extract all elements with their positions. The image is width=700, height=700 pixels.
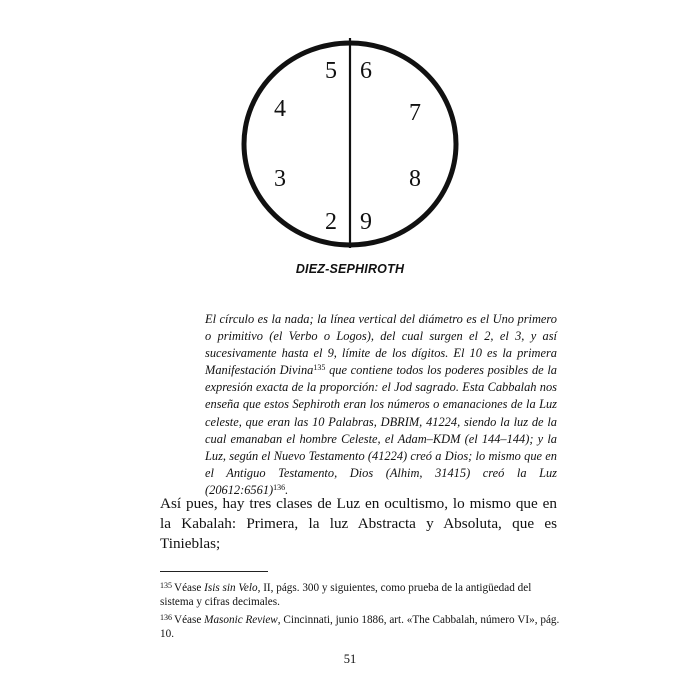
- footnote-136: [160, 611, 560, 642]
- quote-text-part-1: El círculo es la nada; la línea vertical del diámetro es el Uno primero o primitivo (el Verbo o Logos), del cual surgen el 2, el 3, y así sucesivamente hasta el 9, límite de los dígitos. El 10 es la primera Manifestación Divina: [205, 312, 557, 378]
- footnote-title: Masonic Review: [204, 613, 278, 626]
- quoted-passage: [205, 311, 557, 499]
- footnote-title: Isis sin Velo: [204, 582, 258, 594]
- footnote-text: , Cincinnati, junio 1886, art. «The Cabbalah, número: [277, 613, 518, 626]
- quote-text-part-2: que contiene todos los poderes posibles de la expresión exacta de la proporción: el Jod sagrado. Esta Cabbalah nos enseña que estos Sephiroth eran los números o emanaciones de la Luz celeste, que eran las 10 Palabras, DBRIM, 41224, siendo la luz de la cual emanaban el hombre Celeste, el Adam–KDM (el 144–144); y la Luz, según el Nuevo Testamento (41224) creó a Dios; lo mismo que en el Antiguo Testamento, Dios (Alhim, 31415) creó la Luz (20612:6561): [205, 363, 557, 497]
- footnotes: [160, 579, 560, 643]
- number-6: 6: [360, 58, 372, 84]
- footnote-ref-136: 136: [273, 482, 286, 492]
- number-4: 4: [274, 96, 286, 122]
- footnote-marker: 135: [160, 581, 172, 590]
- footnote-135: $^{135}$ Véase Isis sin Velo, II, págs. 300 y siguientes, como prueba de la antigüedad del sistema y cifras decimales.: [160, 581, 532, 609]
- quote-text-part-3: .: [285, 482, 289, 497]
- footnote-marker: 136: [160, 612, 172, 622]
- footnote-divider: [160, 571, 268, 572]
- footnote-number: VI: [517, 613, 530, 626]
- diez-sephiroth-diagram: [235, 34, 465, 254]
- footnote-text: , págs. 300 y siguientes, como prueba de la antigüedad del sistema y cifras decimales.: [160, 582, 532, 609]
- body-paragraph: Así pues, hay tres clases de Luz en ocultismo, lo mismo que en la Kabalah: Primera, la luz Abstracta y Absoluta, que es Tinieblas;: [160, 495, 557, 552]
- footnote-text: », pág. 10.: [160, 613, 560, 641]
- sephiroth-circle-figure: [235, 34, 465, 254]
- number-3: 3: [274, 166, 286, 192]
- number-2: 2: [325, 209, 337, 235]
- figure-caption: DIEZ-SEPHIROTH: [295, 262, 405, 276]
- number-7: 7: [409, 100, 421, 126]
- number-9: 9: [360, 209, 372, 235]
- footnote-volume: II: [263, 582, 271, 594]
- number-5: 5: [325, 58, 337, 84]
- footnote-text: Véase: [174, 613, 205, 626]
- footnote-ref-135: 135: [313, 363, 326, 373]
- number-8: 8: [409, 166, 421, 192]
- footnote-text: Véase: [174, 582, 205, 594]
- page-number: 51: [343, 652, 357, 666]
